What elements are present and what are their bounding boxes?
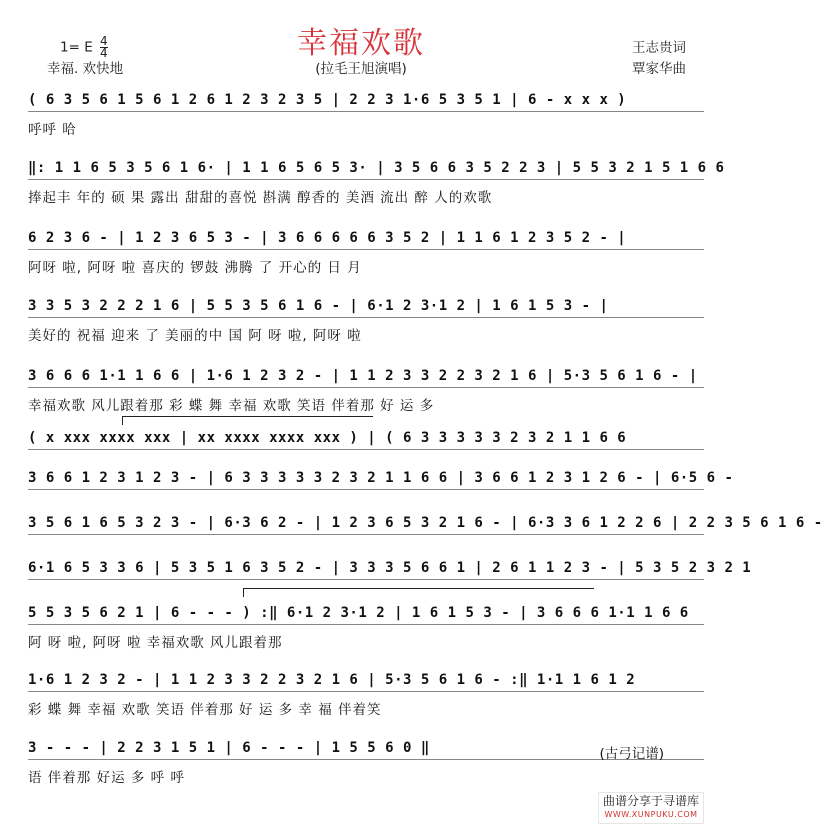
performer: (拉毛王旭演唱) bbox=[315, 61, 407, 77]
staff-notes: 3 5 6 1 6 5 3 2 3 - | 6·3 6 2 - | 1 2 3 6 5 3 2 1 6 - | 6·3 3 6 1 2 2 6 | 2 2 3 5 6 1 6 - bbox=[28, 515, 823, 531]
lyricist: 王志贵词 bbox=[632, 40, 686, 56]
staff-lyrics: 幸福欢歌 风儿跟着那 彩 蝶 舞 幸福 欢歌 笑语 伴着那 好 运 多 bbox=[28, 398, 435, 414]
staff-lyrics: 阿呀 啦, 阿呀 啦 喜庆的 锣鼓 沸腾 了 开心的 日 月 bbox=[28, 260, 362, 276]
staff-lyrics: 彩 蝶 舞 幸福 欢歌 笑语 伴着那 好 运 多 幸 福 伴着笑 bbox=[28, 702, 382, 718]
staff-notes: ‖: 1 1 6 5 3 5 6 1 6· | 1 1 6 5 6 5 3· | 3 5 6 6 3 5 2 2 3 | 5 5 3 2 1 5 1 6 6 bbox=[28, 160, 725, 176]
beam-line bbox=[28, 579, 704, 580]
staff-lyrics: 美好的 祝福 迎来 了 美丽的中 国 阿 呀 啦, 阿呀 啦 bbox=[28, 328, 362, 344]
staff-notes: 3 6 6 1 2 3 1 2 3 - | 6 3 3 3 3 3 2 3 2 1 1 6 6 | 3 6 6 1 2 3 1 2 6 - | 6·5 6 - bbox=[28, 470, 734, 486]
time-signature bbox=[100, 36, 108, 59]
beam-line bbox=[28, 387, 704, 388]
beam-line bbox=[28, 111, 704, 112]
transcriber-note: (古弓记谱) bbox=[599, 746, 664, 762]
beam-line bbox=[28, 691, 704, 692]
volta-2 bbox=[243, 588, 594, 597]
key-label: 1= E bbox=[60, 39, 93, 56]
staff-notes: 3 3 5 3 2 2 2 1 6 | 5 5 3 5 6 1 6 - | 6·1 2 3·1 2 | 1 6 1 5 3 - | bbox=[28, 298, 609, 314]
staff-notes: 5 5 3 5 6 2 1 | 6 - - - ) :‖ 6·1 2 3·1 2 | 1 6 1 5 3 - | 3 6 6 6 1·1 1 6 6 bbox=[28, 605, 689, 621]
staff-row bbox=[28, 470, 734, 520]
staff-row bbox=[28, 605, 704, 655]
beam-line bbox=[28, 489, 704, 490]
staff-notes: ( 6 3 5 6 1 5 6 1 2 6 1 2 3 2 3 5 | 2 2 3 1·6 5 3 5 1 | 6 - x x x ) bbox=[28, 92, 627, 108]
beam-line bbox=[28, 624, 704, 625]
staff-notes: 6 2 3 6 - | 1 2 3 6 5 3 - | 3 6 6 6 6 6 3 5 2 | 1 1 6 1 2 3 5 2 - | bbox=[28, 230, 627, 246]
composer: 覃家华曲 bbox=[632, 61, 686, 77]
staff-lyrics: 阿 呀 啦, 阿呀 啦 幸福欢歌 风儿跟着那 bbox=[28, 635, 283, 651]
beam-line bbox=[28, 179, 704, 180]
staff-notes: 3 6 6 6 1·1 1 6 6 | 1·6 1 2 3 2 - | 1 1 2 3 3 2 2 3 2 1 6 | 5·3 5 6 1 6 - | bbox=[28, 368, 698, 384]
staff-row bbox=[28, 368, 704, 418]
key-signature bbox=[60, 36, 108, 59]
staff-row bbox=[28, 160, 725, 210]
beam-line bbox=[28, 317, 704, 318]
staff-notes: 1·6 1 2 3 2 - | 1 1 2 3 3 2 2 3 2 1 6 | 5·3 5 6 1 6 - :‖ 1·1 1 6 1 2 bbox=[28, 672, 636, 688]
staff-notes: 6·1 6 5 3 3 6 | 5 3 5 1 6 3 5 2 - | 3 3 3 5 6 6 1 | 2 6 1 1 2 3 - | 5 3 5 2 3 2 1 bbox=[28, 560, 752, 576]
staff-notes: 3 - - - | 2 2 3 1 5 1 | 6 - - - | 1 5 5 6 0 ‖ bbox=[28, 740, 430, 756]
volta-1 bbox=[122, 416, 373, 425]
time-sig-top: 4 bbox=[100, 34, 108, 48]
staff-row bbox=[28, 560, 752, 610]
song-title: 幸福欢歌 bbox=[297, 26, 425, 61]
time-sig-bottom: 4 bbox=[100, 46, 108, 60]
staff-row bbox=[28, 298, 704, 348]
tempo-marking: 幸福. 欢快地 bbox=[47, 61, 124, 77]
staff-row bbox=[28, 230, 704, 280]
beam-line bbox=[28, 534, 704, 535]
watermark-url: WWW.XUNPUKU.COM bbox=[604, 810, 698, 819]
beam-line bbox=[28, 249, 704, 250]
staff-row bbox=[28, 672, 704, 722]
staff-lyrics: 捧起丰 年的 硕 果 露出 甜甜的喜悦 斟满 醇香的 美酒 流出 醉 人的欢歌 bbox=[28, 190, 493, 206]
staff-lyrics: 语 伴着那 好运 多 呼 呼 bbox=[28, 770, 185, 786]
staff-notes: ( x xxx xxxx xxx | xx xxxx xxxx xxx ) | ( 6 3 3 3 3 3 2 3 2 1 1 6 6 bbox=[28, 430, 627, 446]
watermark bbox=[598, 792, 704, 824]
watermark-text: 曲谱分享于寻谱库 bbox=[602, 794, 699, 808]
staff-row bbox=[28, 515, 823, 565]
staff-lyrics: 呼呼 哈 bbox=[28, 122, 77, 138]
beam-line bbox=[28, 449, 704, 450]
staff-row bbox=[28, 92, 704, 142]
